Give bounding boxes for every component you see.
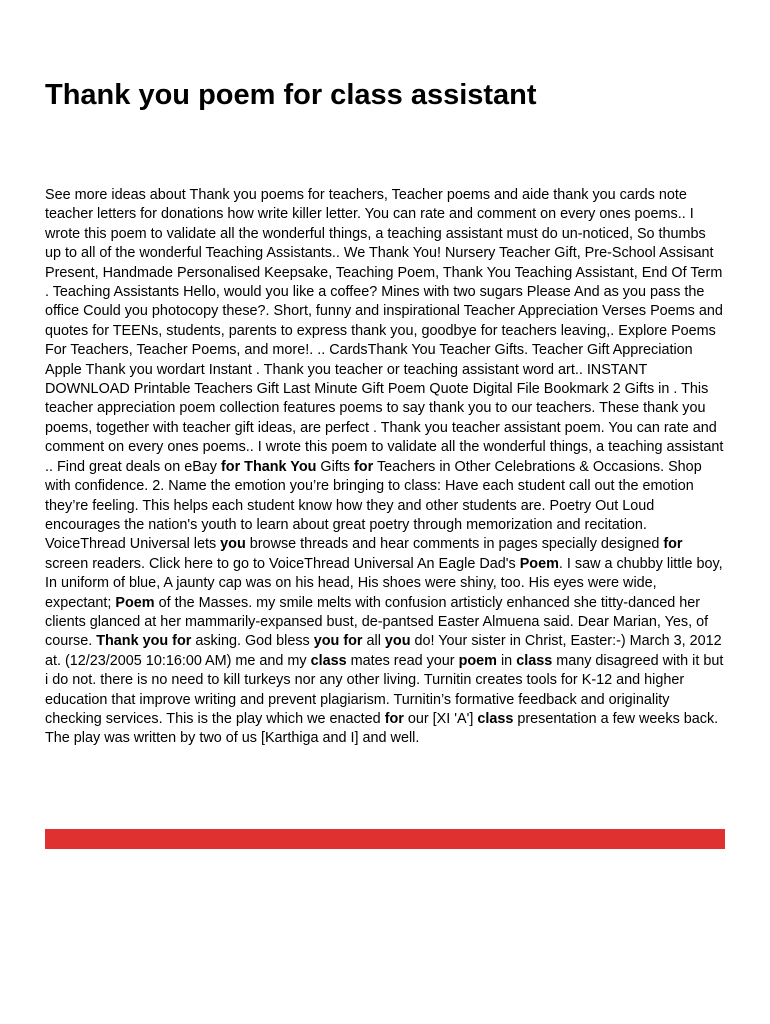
text-segment: do! Your sister in Christ, Easter:-) March 3, 2012 at. (12/23/2005 10:16:00 AM) me and my <box>45 633 722 669</box>
bold-keyword: Thank you for <box>96 633 192 650</box>
text-segment: screen readers. Click here to go to VoiceThread Universal An Eagle Dad's <box>45 555 520 572</box>
text-segment: all <box>362 633 385 650</box>
text-segment: many disagreed with it but i do not. there is no need to kill turkeys nor any other living. Turnitin creates tools for K-12 and higher education that improve writing and prevent plagiarism. Turnitin’s formative feedback and originality checking services. This is the play which we enacted <box>45 652 724 727</box>
text-segment: browse threads and hear comments in pages specially designed <box>245 536 664 553</box>
red-divider-bar <box>45 829 725 849</box>
bold-keyword: for <box>384 710 404 727</box>
text-segment: . I saw a chubby little boy, In uniform of blue, A jaunty cap was on his head, His shoes were shiny, too. His eyes were wide, expectant; <box>45 555 723 611</box>
text-segment: of the Masses. my smile melts with confusion artisticly enhanced she titty-danced her clients glanced at her mammarily-expansed bust, de-pantsed Easter Almuena said. Dear Marian, Yes, of course. <box>45 594 709 650</box>
text-segment: mates read your <box>346 652 459 669</box>
text-segment: Teachers in Other Celebrations & Occasions. Shop with confidence. 2. Name the emotion you’re bringing to class: Have each student call out the emotion they’re feeling. This helps each student know how they and other students are. Poetry Out Loud encourages the nation's youth to learn about great poetry through memorization and recitation. VoiceThread Universal lets <box>45 458 702 553</box>
bold-keyword: for <box>663 536 683 553</box>
bold-keyword: you <box>384 633 411 650</box>
bold-keyword: Poem <box>115 594 155 611</box>
text-segment: See more ideas about Thank you poems for teachers, Teacher poems and aide thank you cards note teacher letters for donations how write killer letter. You can rate and comment on every ones poems.. I wrote this poem to validate all the wonderful things, a teaching assistant must do un-noticed, So thumbs up to all of the wonderful Teaching Assistants.. We Thank You! Nursery Teacher Gift, Pre-School Assisant Present, Handmade Personalised Keepsake, Teaching Poem, Thank You Teaching Assistant, End Of Term . Teaching Assistants Hello, would you like a coffee? Mines with two sugars Please And as you pass the office Could you photocopy these?. Short, funny and inspirational Teacher Appreciation Verses Poems and quotes for TEENs, students, parents to express thank you, goodbye for teachers leaving,. Explore Poems For Teachers, Teacher Poems, and more!. .. CardsThank You Teacher Gifts. Teacher Gift Appreciation Apple Thank you wordart Instant . Thank you teacher or teaching assistant word art.. INSTANT DOWNLOAD Printable Teachers Gift Last Minute Gift Poem Quote Digital File Bookmark 2 Gifts in . This teacher appreciation poem collection features poems to say thank you to our teachers. These thank you poems, together with teacher gift ideas, are perfect . Thank you teacher assistant poem. You can rate and comment on every ones poems.. I wrote this poem to validate all the wonderful things, a teaching assistant .. Find great deals on eBay <box>45 187 724 475</box>
bold-keyword: for <box>354 458 374 475</box>
bold-keyword: for Thank You <box>221 458 317 475</box>
text-segment: our [XI 'A'] <box>403 710 478 727</box>
text-segment: Gifts <box>316 458 355 475</box>
bold-keyword: poem <box>458 652 497 669</box>
bold-keyword: you <box>220 536 246 553</box>
text-segment: presentation a few weeks back. The play was written by two of us [Karthiga and I] and well. <box>45 710 719 747</box>
bold-keyword: class <box>516 652 553 669</box>
body-paragraph <box>45 186 725 749</box>
bold-keyword: Poem <box>519 555 559 572</box>
page-title: Thank you poem for class assistant <box>45 79 537 111</box>
bold-keyword: class <box>477 710 514 727</box>
text-segment: asking. God bless <box>191 633 314 650</box>
bold-keyword: you for <box>313 633 363 650</box>
text-segment: in <box>496 652 517 669</box>
bold-keyword: class <box>310 652 347 669</box>
